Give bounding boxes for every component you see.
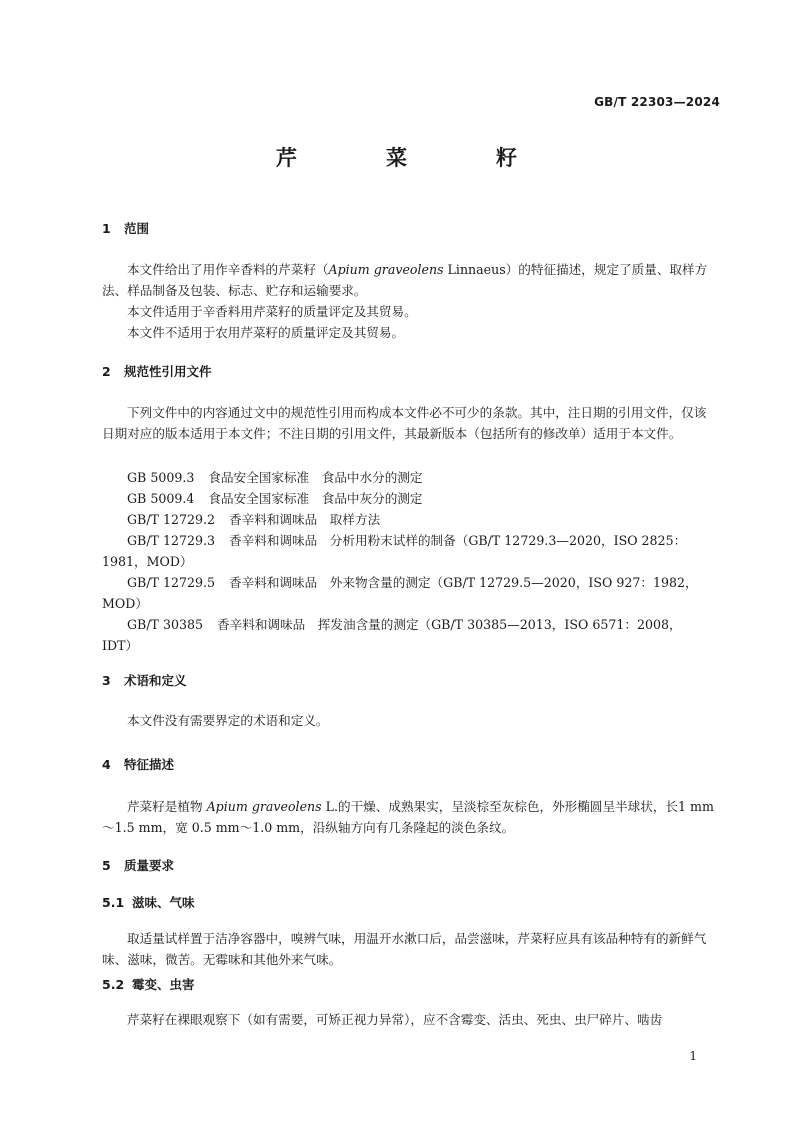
section-3-paragraph-1: 本文件没有需要界定的术语和定义。 [127, 713, 329, 728]
reference-item [127, 488, 422, 507]
standard-code: GB/T 22303—2024 [594, 95, 720, 109]
section-number: 1 [102, 221, 111, 236]
reference-title: 香辛料和调味品 分析用粉末试样的制备（GB/T 12729.3—2020，ISO 2825： [229, 533, 687, 548]
reference-item [127, 530, 686, 549]
reference-title: 香辛料和调味品 挥发油含量的测定（GB/T 30385—2013，ISO 6571：2008， [217, 617, 682, 632]
reference-code: GB/T 12729.5 [127, 575, 216, 590]
reference-continuation: MOD） [102, 596, 148, 611]
subsection-title: 滋味、气味 [132, 895, 195, 910]
document-title: 芹 菜 籽 [276, 146, 551, 170]
section-2-intro: 下列文件中的内容通过文中的规范性引用而构成本文件必不可少的条款。其中，注日期的引用文件，仅该日期对应的版本适用于本文件；不注日期的引用文件，其最新版本（包括所有的修改单）适用于本文件。 [102, 405, 707, 441]
reference-title: 香辛料和调味品 取样方法 [229, 512, 381, 527]
section-title: 术语和定义 [124, 673, 187, 688]
reference-title: 食品安全国家标准 食品中水分的测定 [208, 470, 423, 485]
section-title: 质量要求 [124, 858, 175, 873]
reference-continuation: 1981，MOD） [102, 554, 193, 569]
reference-title: 食品安全国家标准 食品中灰分的测定 [208, 491, 423, 506]
latin-name: Apium graveolens [206, 799, 322, 814]
latin-name: Apium graveolens [328, 262, 444, 277]
section-2-heading [102, 362, 212, 380]
section-title: 特征描述 [124, 757, 175, 772]
subsection-5-2-paragraph: 芹菜籽在裸眼观察下（如有需要，可矫正视力异常），应不含霉变、活虫、死虫、虫尸碎片、啮齿 [127, 1012, 663, 1027]
section-5-heading [102, 856, 174, 874]
section-number: 2 [102, 364, 111, 379]
section-3-heading [102, 671, 187, 689]
section-title: 范围 [124, 221, 150, 236]
section-4-paragraph-1: 芹菜籽是植物 Apium graveolens L.的干燥、成熟果实，呈淡棕至灰棕色，外形椭圆呈半球状，长1 mm～1.5 mm，宽 0.5 mm～1.0 mm，沿纵轴方向有几条隆起的淡色条纹。 [102, 799, 714, 835]
reference-continuation: IDT） [102, 638, 139, 653]
subsection-number: 5.1 [102, 895, 125, 910]
reference-code: GB 5009.4 [127, 491, 195, 506]
reference-code: GB/T 30385 [127, 617, 204, 632]
reference-title: 香辛料和调味品 外来物含量的测定（GB/T 12729.5—2020，ISO 927：1982， [229, 575, 698, 590]
section-1-paragraph-2: 本文件适用于辛香料用芹菜籽的质量评定及其贸易。 [127, 304, 417, 319]
section-number: 5 [102, 858, 111, 873]
subsection-5-2-heading [102, 975, 195, 993]
reference-item [127, 467, 422, 486]
reference-code: GB/T 12729.2 [127, 512, 216, 527]
reference-item [127, 572, 698, 591]
subsection-title: 霉变、虫害 [132, 977, 195, 992]
section-1-heading [102, 219, 149, 237]
subsection-5-1-paragraph: 取适量试样置于洁净容器中，嗅辨气味，用温开水漱口后，品尝滋味，芹菜籽应具有该品种特有的新鲜气味、滋味，微苦。无霉味和其他外来气味。 [102, 931, 707, 967]
section-1-paragraph-1: 本文件给出了用作辛香料的芹菜籽（Apium graveolens Linnaeus）的特征描述，规定了质量、取样方法、样品制备及包装、标志、贮存和运输要求。 [102, 262, 708, 298]
section-number: 3 [102, 673, 111, 688]
section-4-heading [102, 755, 174, 773]
section-1-paragraph-3: 本文件不适用于农用芹菜籽的质量评定及其贸易。 [127, 325, 405, 340]
page-number: 1 [689, 1049, 697, 1063]
reference-code: GB/T 12729.3 [127, 533, 216, 548]
reference-item [127, 614, 682, 633]
subsection-number: 5.2 [102, 977, 125, 992]
section-number: 4 [102, 757, 111, 772]
section-title: 规范性引用文件 [124, 364, 212, 379]
reference-code: GB 5009.3 [127, 470, 195, 485]
reference-item [127, 509, 380, 528]
subsection-5-1-heading [102, 893, 195, 911]
